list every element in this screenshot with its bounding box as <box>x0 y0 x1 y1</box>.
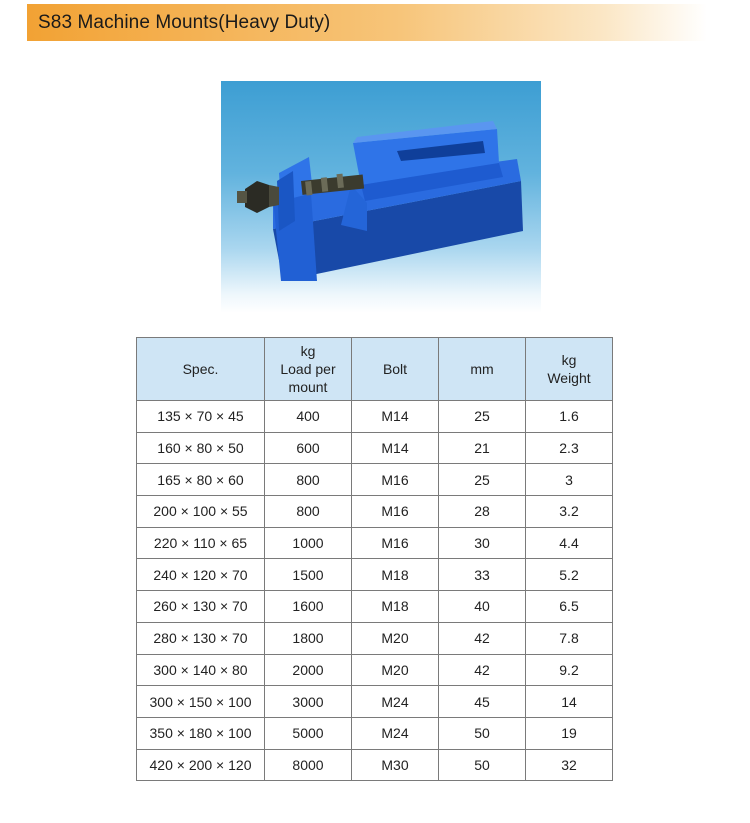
weight-cell: 5.2 <box>526 559 613 591</box>
table-row <box>137 749 613 781</box>
mm-cell: 28 <box>439 496 526 528</box>
weight-cell: 9.2 <box>526 654 613 686</box>
spec-cell: 300 × 140 × 80 <box>137 654 265 686</box>
weight-cell: 32 <box>526 749 613 781</box>
title-bar <box>27 4 707 41</box>
table-row <box>137 496 613 528</box>
table-header-row <box>137 338 613 401</box>
weight-cell: 14 <box>526 686 613 718</box>
load-cell: 3000 <box>265 686 352 718</box>
table-row <box>137 686 613 718</box>
weight-cell: 4.4 <box>526 527 613 559</box>
spec-cell: 420 × 200 × 120 <box>137 749 265 781</box>
spec-table-body <box>137 401 613 781</box>
load-cell: 1600 <box>265 591 352 623</box>
weight-cell: 3.2 <box>526 496 613 528</box>
machine-mount-photo-icon <box>221 81 541 313</box>
load-cell: 1800 <box>265 622 352 654</box>
mm-cell: 25 <box>439 464 526 496</box>
weight-cell: 19 <box>526 717 613 749</box>
header-mm: mm <box>439 338 526 401</box>
mm-cell: 30 <box>439 527 526 559</box>
spec-cell: 280 × 130 × 70 <box>137 622 265 654</box>
mm-cell: 50 <box>439 749 526 781</box>
bolt-cell: M16 <box>352 527 439 559</box>
bolt-cell: M18 <box>352 559 439 591</box>
bolt-cell: M14 <box>352 432 439 464</box>
mm-cell: 33 <box>439 559 526 591</box>
load-cell: 1500 <box>265 559 352 591</box>
table-row <box>137 591 613 623</box>
bolt-cell: M24 <box>352 686 439 718</box>
spec-cell: 300 × 150 × 100 <box>137 686 265 718</box>
bolt-cell: M16 <box>352 464 439 496</box>
mm-cell: 42 <box>439 622 526 654</box>
product-photo <box>221 81 541 313</box>
table-row <box>137 559 613 591</box>
mm-cell: 42 <box>439 654 526 686</box>
load-cell: 8000 <box>265 749 352 781</box>
bolt-cell: M14 <box>352 401 439 433</box>
bolt-cell: M20 <box>352 622 439 654</box>
bolt-cell: M30 <box>352 749 439 781</box>
weight-cell: 3 <box>526 464 613 496</box>
table-row <box>137 527 613 559</box>
mm-cell: 25 <box>439 401 526 433</box>
spec-cell: 350 × 180 × 100 <box>137 717 265 749</box>
bolt-cell: M18 <box>352 591 439 623</box>
weight-cell: 6.5 <box>526 591 613 623</box>
spec-cell: 135 × 70 × 45 <box>137 401 265 433</box>
weight-cell: 2.3 <box>526 432 613 464</box>
bolt-cell: M20 <box>352 654 439 686</box>
table-row <box>137 432 613 464</box>
bolt-cell: M16 <box>352 496 439 528</box>
table-row <box>137 401 613 433</box>
weight-cell: 1.6 <box>526 401 613 433</box>
spec-cell: 160 × 80 × 50 <box>137 432 265 464</box>
mm-cell: 45 <box>439 686 526 718</box>
spec-cell: 200 × 100 × 55 <box>137 496 265 528</box>
load-cell: 2000 <box>265 654 352 686</box>
spec-cell: 260 × 130 × 70 <box>137 591 265 623</box>
weight-cell: 7.8 <box>526 622 613 654</box>
mm-cell: 21 <box>439 432 526 464</box>
mm-cell: 50 <box>439 717 526 749</box>
header-spec: Spec. <box>137 338 265 401</box>
load-cell: 400 <box>265 401 352 433</box>
spec-cell: 220 × 110 × 65 <box>137 527 265 559</box>
load-cell: 1000 <box>265 527 352 559</box>
load-cell: 600 <box>265 432 352 464</box>
spec-cell: 165 × 80 × 60 <box>137 464 265 496</box>
bolt-cell: M24 <box>352 717 439 749</box>
load-cell: 5000 <box>265 717 352 749</box>
spec-cell: 240 × 120 × 70 <box>137 559 265 591</box>
table-row <box>137 622 613 654</box>
load-cell: 800 <box>265 496 352 528</box>
table-row <box>137 464 613 496</box>
spec-table <box>136 337 613 781</box>
page-title: S83 Machine Mounts(Heavy Duty) <box>38 11 331 33</box>
header-weight: kg Weight <box>526 338 613 401</box>
header-load-per-mount: kg Load per mount <box>265 338 352 401</box>
header-bolt: Bolt <box>352 338 439 401</box>
table-row <box>137 717 613 749</box>
table-row <box>137 654 613 686</box>
mm-cell: 40 <box>439 591 526 623</box>
load-cell: 800 <box>265 464 352 496</box>
